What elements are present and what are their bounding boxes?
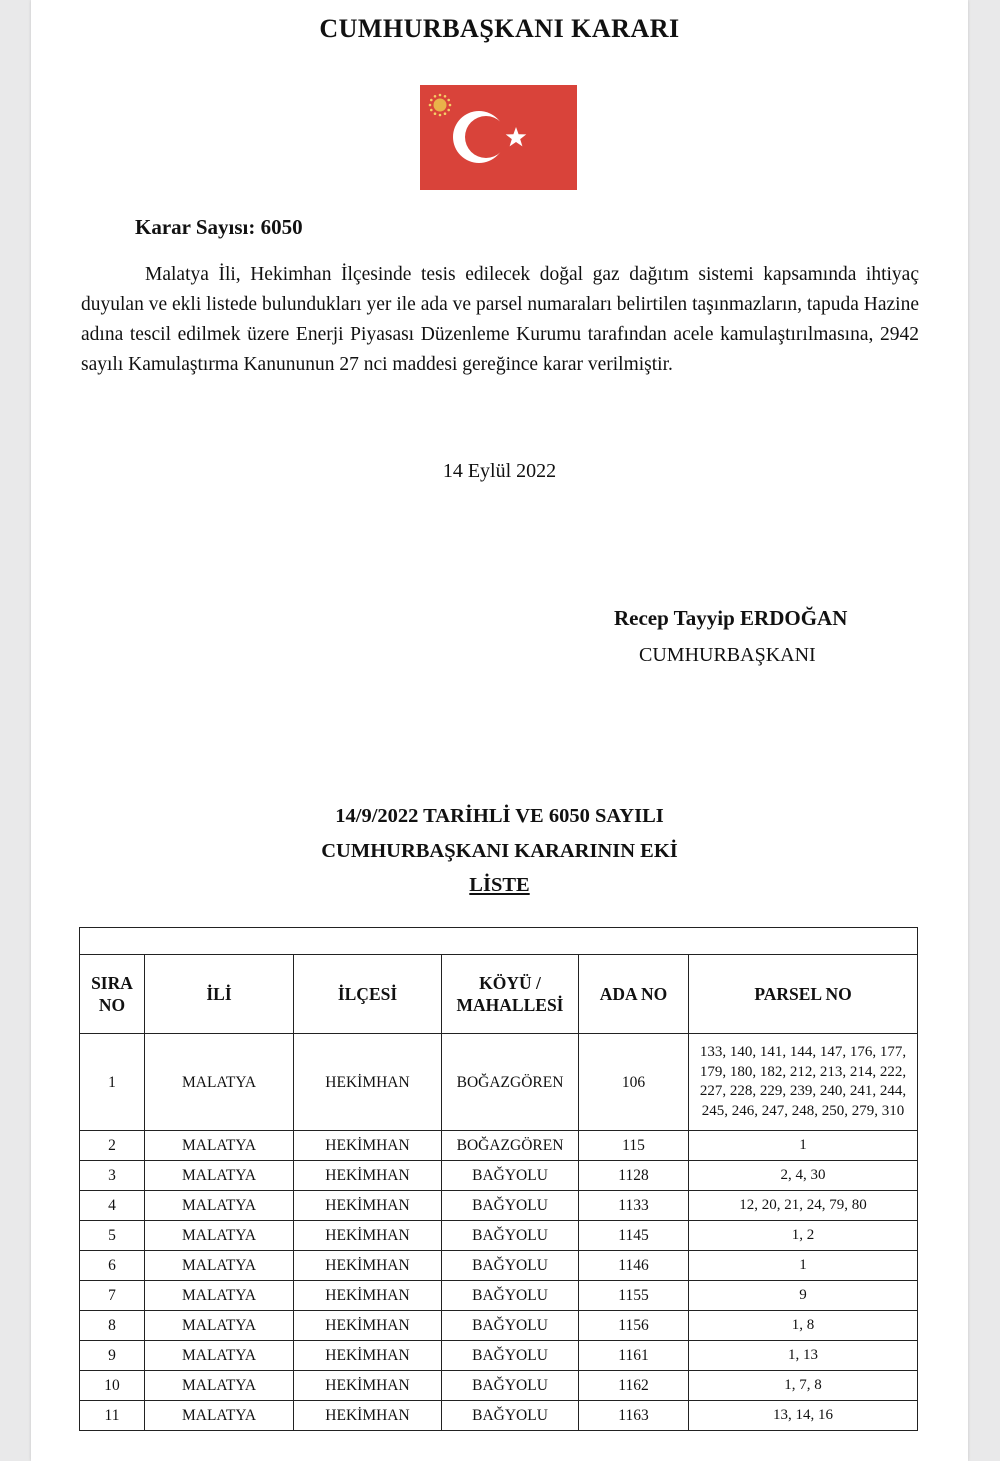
table-cell: 1156: [579, 1311, 689, 1341]
list-heading-line3: LİSTE: [469, 874, 530, 896]
table-cell: HEKİMHAN: [294, 1281, 442, 1311]
list-heading-line1: 14/9/2022 TARİHLİ VE 6050 SAYILI: [335, 805, 664, 827]
table-cell: 1, 7, 8: [689, 1371, 918, 1401]
table-cell: MALATYA: [145, 1341, 294, 1371]
column-header: SIRA NO: [80, 955, 145, 1034]
table-cell: BAĞYOLU: [442, 1371, 579, 1401]
table-cell: MALATYA: [145, 1034, 294, 1131]
table-cell: BAĞYOLU: [442, 1221, 579, 1251]
document-title: CUMHURBAŞKANI KARARI: [319, 14, 680, 43]
table-cell: 1161: [579, 1341, 689, 1371]
table-cell: MALATYA: [145, 1311, 294, 1341]
column-header: ADA NO: [579, 955, 689, 1034]
table-cell: 1133: [579, 1191, 689, 1221]
table-row: [80, 1034, 918, 1131]
table-cell: 1145: [579, 1221, 689, 1251]
table-cell: 1155: [579, 1281, 689, 1311]
table-row: [80, 1221, 918, 1251]
table-cell: MALATYA: [145, 1401, 294, 1431]
table-cell: 1146: [579, 1251, 689, 1281]
table-cell: MALATYA: [145, 1221, 294, 1251]
signer-title: CUMHURBAŞKANI: [639, 644, 816, 666]
table-cell: MALATYA: [145, 1371, 294, 1401]
table-cell: HEKİMHAN: [294, 1131, 442, 1161]
table-cell: MALATYA: [145, 1191, 294, 1221]
table-cell: BAĞYOLU: [442, 1281, 579, 1311]
table-cell: BOĞAZGÖREN: [442, 1131, 579, 1161]
table-cell: BAĞYOLU: [442, 1401, 579, 1431]
table-row: [80, 1281, 918, 1311]
table-row: [80, 1251, 918, 1281]
table-cell: 9: [80, 1341, 145, 1371]
table-cell: 1162: [579, 1371, 689, 1401]
table-cell: 8: [80, 1311, 145, 1341]
document-page: [31, 0, 968, 1461]
table-cell: HEKİMHAN: [294, 1251, 442, 1281]
table-cell: 11: [80, 1401, 145, 1431]
table-header-row: [80, 955, 918, 1034]
table-cell: 106: [579, 1034, 689, 1131]
table-cell: 133, 140, 141, 144, 147, 176, 177, 179, 180, 182, 212, 213, 214, 222, 227, 228, 229, 239, 240, 241, 244, 245, 246, 247, 248, 250, 279, 310: [689, 1034, 918, 1131]
decision-date: 14 Eylül 2022: [442, 460, 557, 482]
table-cell: 2, 4, 30: [689, 1161, 918, 1191]
table-cell: 115: [579, 1131, 689, 1161]
table-cell: HEKİMHAN: [294, 1341, 442, 1371]
table-cell: HEKİMHAN: [294, 1311, 442, 1341]
table-row: [80, 1311, 918, 1341]
column-header: PARSEL NO: [689, 955, 918, 1034]
signer-name: Recep Tayyip ERDOĞAN: [614, 606, 848, 630]
table-cell: 1: [689, 1251, 918, 1281]
table-cell: HEKİMHAN: [294, 1371, 442, 1401]
turkish-flag-icon: [420, 85, 577, 190]
table-cell: 9: [689, 1281, 918, 1311]
table-cell: BAĞYOLU: [442, 1191, 579, 1221]
parcel-table: [79, 927, 918, 1431]
table-cell: MALATYA: [145, 1281, 294, 1311]
table-cell: BAĞYOLU: [442, 1311, 579, 1341]
table-cell: 13, 14, 16: [689, 1401, 918, 1431]
table-cell: 1, 2: [689, 1221, 918, 1251]
table-cell: 10: [80, 1371, 145, 1401]
column-header: İLÇESİ: [294, 955, 442, 1034]
table-cell: 7: [80, 1281, 145, 1311]
table-cell: 1, 13: [689, 1341, 918, 1371]
table-cell: HEKİMHAN: [294, 1401, 442, 1431]
table-blank-row: [80, 928, 918, 955]
table-cell: 1, 8: [689, 1311, 918, 1341]
table-cell: 1128: [579, 1161, 689, 1191]
table-cell: 2: [80, 1131, 145, 1161]
table-cell: 1: [689, 1131, 918, 1161]
table-row: [80, 1341, 918, 1371]
table-cell: 12, 20, 21, 24, 79, 80: [689, 1191, 918, 1221]
table-cell: HEKİMHAN: [294, 1161, 442, 1191]
table-cell: HEKİMHAN: [294, 1034, 442, 1131]
table-cell: 5: [80, 1221, 145, 1251]
table-cell: 6: [80, 1251, 145, 1281]
table-row: [80, 1161, 918, 1191]
table-cell: BAĞYOLU: [442, 1341, 579, 1371]
table-cell: MALATYA: [145, 1131, 294, 1161]
column-header: KÖYÜ / MAHALLESİ: [442, 955, 579, 1034]
table-cell: 3: [80, 1161, 145, 1191]
table-cell: BAĞYOLU: [442, 1251, 579, 1281]
table-cell: BAĞYOLU: [442, 1161, 579, 1191]
table-cell: 1: [80, 1034, 145, 1131]
table-cell: BOĞAZGÖREN: [442, 1034, 579, 1131]
decision-body-text: Malatya İli, Hekimhan İlçesinde tesis edilecek doğal gaz dağıtım sistemi kapsamında ihtiyaç duyulan ve ekli listede bulundukları yer ile ada ve parsel numaraları belirtilen taşınmazların, tapuda Hazine adına tescil edilmek üzere Enerji Piyasası Düzenleme Kurumu tarafından acele kamulaştırılmasına, 2942 sayılı Kamulaştırma Kanununun 27 nci maddesi gereğince karar verilmiştir.: [81, 264, 919, 375]
table-cell: 4: [80, 1191, 145, 1221]
list-heading-line2: CUMHURBAŞKANI KARARININ EKİ: [321, 840, 678, 862]
table-row: [80, 1191, 918, 1221]
table-cell: HEKİMHAN: [294, 1221, 442, 1251]
column-header: İLİ: [145, 955, 294, 1034]
table-cell: HEKİMHAN: [294, 1191, 442, 1221]
table-body: [80, 1034, 918, 1431]
table-row: [80, 1131, 918, 1161]
decision-body: [81, 260, 919, 380]
decision-number: Karar Sayısı: 6050: [135, 215, 303, 239]
table-cell: MALATYA: [145, 1161, 294, 1191]
table-cell: MALATYA: [145, 1251, 294, 1281]
table-row: [80, 1401, 918, 1431]
table-row: [80, 1371, 918, 1401]
table-cell: 1163: [579, 1401, 689, 1431]
